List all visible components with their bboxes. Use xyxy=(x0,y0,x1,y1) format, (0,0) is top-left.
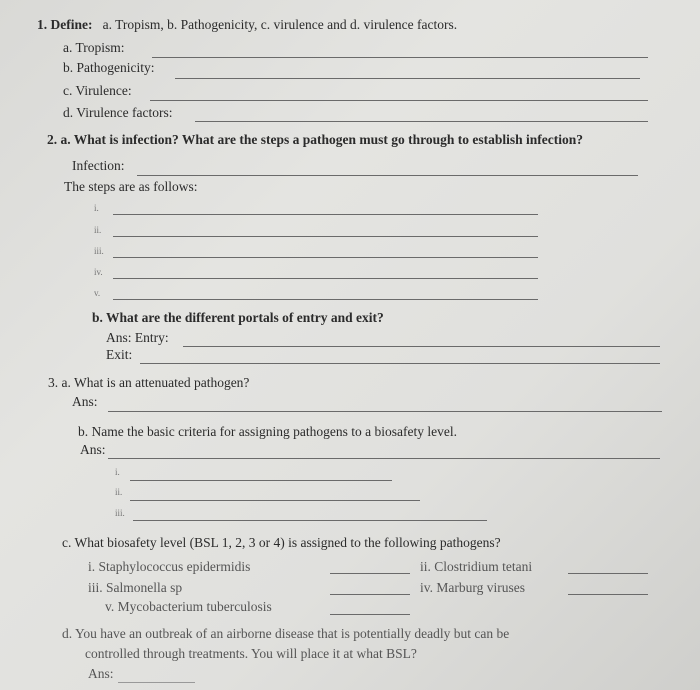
answer-line[interactable] xyxy=(330,573,410,574)
answer-line[interactable] xyxy=(568,594,648,595)
answer-line[interactable] xyxy=(330,594,410,595)
steps-label: The steps are as follows: xyxy=(64,179,198,194)
q3b-ans-label: Ans: xyxy=(80,442,106,457)
exit-label: Exit: xyxy=(106,347,133,362)
q3d-question-line2: controlled through treatments. You will place it at what BSL? xyxy=(85,646,417,661)
answer-line[interactable] xyxy=(118,682,195,683)
answer-line[interactable] xyxy=(137,175,638,176)
criteria-label: ii. xyxy=(115,487,123,497)
q1-item-d: d. Virulence factors: xyxy=(63,105,173,120)
criteria-label: iii. xyxy=(115,508,125,518)
q1-number: 1. Define: xyxy=(37,17,93,32)
answer-line[interactable] xyxy=(130,480,392,481)
pathogen-item: i. Staphylococcus epidermidis xyxy=(88,559,251,574)
answer-line[interactable] xyxy=(150,100,648,101)
answer-line[interactable] xyxy=(108,458,660,459)
answer-line[interactable] xyxy=(183,346,660,347)
q1-heading xyxy=(37,17,457,33)
step-label: ii. xyxy=(94,225,102,235)
answer-line[interactable] xyxy=(152,57,648,58)
answer-line[interactable] xyxy=(130,500,420,501)
q3a-question: 3. a. What is an attenuated pathogen? xyxy=(48,375,250,390)
pathogen-item: v. Mycobacterium tuberculosis xyxy=(105,599,272,614)
q3c-question: c. What biosafety level (BSL 1, 2, 3 or 4) is assigned to the following pathogens? xyxy=(62,535,501,550)
q2b-question: b. What are the different portals of entry and exit? xyxy=(92,310,384,325)
criteria-label: i. xyxy=(115,467,120,477)
answer-line[interactable] xyxy=(195,121,648,122)
q1-item-b: b. Pathogenicity: xyxy=(63,60,155,75)
answer-line[interactable] xyxy=(108,411,662,412)
answer-line[interactable] xyxy=(113,299,538,300)
answer-line[interactable] xyxy=(133,520,487,521)
infection-label: Infection: xyxy=(72,158,125,173)
answer-line[interactable] xyxy=(568,573,648,574)
answer-line[interactable] xyxy=(113,278,538,279)
pathogen-item: iv. Marburg viruses xyxy=(420,580,525,595)
q3a-ans-label: Ans: xyxy=(72,394,98,409)
pathogen-item: iii. Salmonella sp xyxy=(88,580,183,595)
q3b-question: b. Name the basic criteria for assigning pathogens to a biosafety level. xyxy=(78,424,458,439)
q1-prompt: a. Tropism, b. Pathogenicity, c. virulence and d. virulence factors. xyxy=(102,17,458,32)
q3d-question-line1: d. You have an outbreak of an airborne disease that is potentially deadly but can be xyxy=(62,626,510,641)
pathogen-item: ii. Clostridium tetani xyxy=(420,559,533,574)
entry-label: Ans: Entry: xyxy=(106,330,169,345)
answer-line[interactable] xyxy=(140,363,660,364)
step-label: v. xyxy=(94,288,101,298)
answer-line[interactable] xyxy=(175,78,640,79)
step-label: i. xyxy=(94,203,99,213)
answer-line[interactable] xyxy=(113,214,538,215)
q2a-question: 2. a. What is infection? What are the steps a pathogen must go through to establish infection? xyxy=(47,132,584,147)
step-label: iii. xyxy=(94,246,104,256)
answer-line[interactable] xyxy=(113,257,538,258)
q1-item-c: c. Virulence: xyxy=(63,83,132,98)
step-label: iv. xyxy=(94,267,103,277)
q1-item-a: a. Tropism: xyxy=(63,40,125,55)
answer-line[interactable] xyxy=(113,236,538,237)
q3d-ans-label: Ans: xyxy=(88,666,114,681)
answer-line[interactable] xyxy=(330,614,410,615)
